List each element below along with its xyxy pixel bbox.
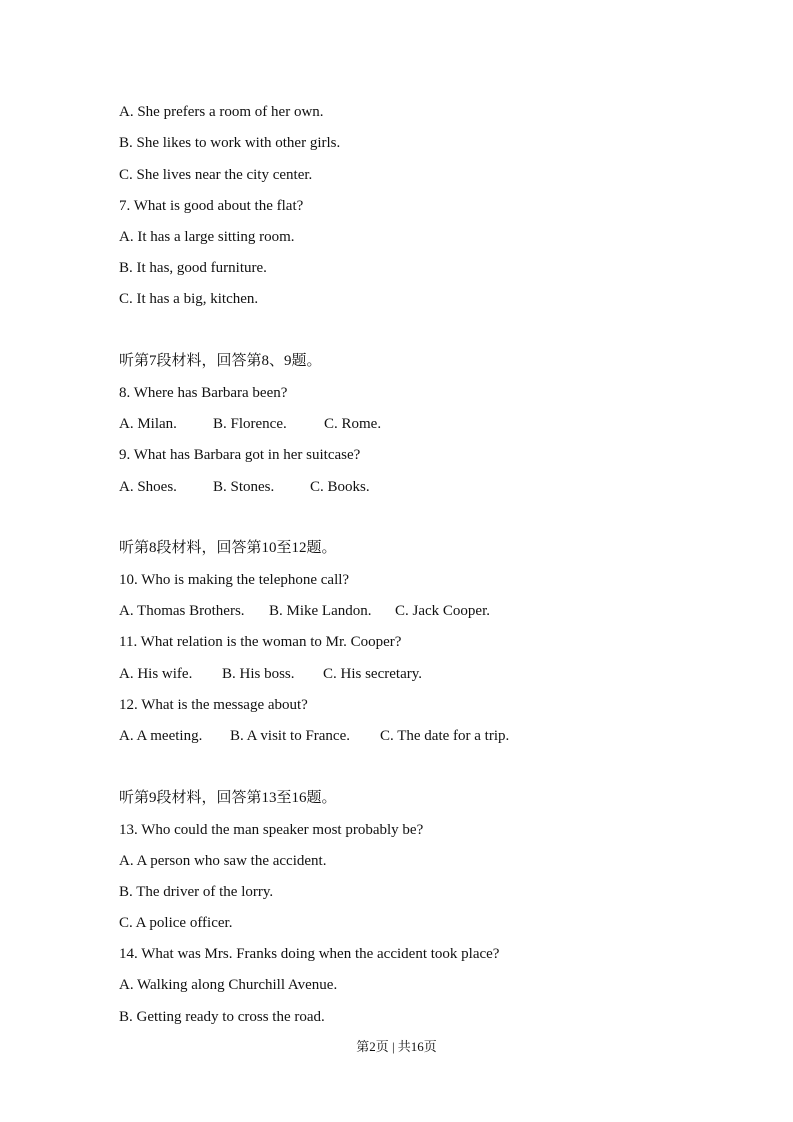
q8-question: 8. Where has Barbara been? [119,385,288,401]
q10-option-c: C. Jack Cooper. [395,603,490,619]
q10-option-b: B. Mike Landon. [269,603,372,619]
q13-option-b: B. The driver of the lorry. [119,884,274,900]
q12-option-b: B. A visit to France. [230,728,350,744]
q6-option-b: B. She likes to work with other girls. [119,135,341,151]
section8-heading: 听第8段材料，回答第10至12题。 [119,540,337,556]
q13-question: 13. Who could the man speaker most probably be? [119,822,424,838]
section7-heading: 听第7段材料，回答第8、9题。 [119,353,322,369]
q9-option-a: A. Shoes. [119,479,177,495]
q10-question: 10. Who is making the telephone call? [119,572,350,588]
q9-question: 9. What has Barbara got in her suitcase? [119,447,361,463]
q7-option-c: C. It has a big, kitchen. [119,291,259,307]
q12-option-c: C. The date for a trip. [380,728,510,744]
q14-question: 14. What was Mrs. Franks doing when the accident took place? [119,946,500,962]
q11-option-c: C. His secretary. [323,666,422,682]
q8-option-c: C. Rome. [324,416,382,432]
q10-options [119,602,490,620]
q9-options [119,478,370,496]
q7-option-b: B. It has, good furniture. [119,260,267,276]
q10-option-a: A. Thomas Brothers. [119,603,245,619]
q9-option-b: B. Stones. [213,479,275,495]
q12-question: 12. What is the message about? [119,697,308,713]
q8-option-a: A. Milan. [119,416,177,432]
q8-option-b: B. Florence. [213,416,287,432]
q9-option-c: C. Books. [310,479,370,495]
q6-option-c: C. She lives near the city center. [119,167,313,183]
q7-option-a: A. It has a large sitting room. [119,229,295,245]
q11-option-a: A. His wife. [119,666,193,682]
q8-options [119,415,381,433]
q13-option-c: C. A police officer. [119,915,233,931]
q11-options [119,665,422,683]
section9-heading: 听第9段材料，回答第13至16题。 [119,790,337,806]
q13-option-a: A. A person who saw the accident. [119,853,327,869]
q14-option-b: B. Getting ready to cross the road. [119,1009,325,1025]
q12-option-a: A. A meeting. [119,728,203,744]
q12-options [119,727,509,745]
q11-option-b: B. His boss. [222,666,295,682]
q14-option-a: A. Walking along Churchill Avenue. [119,977,338,993]
page-footer: 第2页 | 共16页 [356,1039,437,1054]
q7-question: 7. What is good about the flat? [119,198,304,214]
q6-option-a: A. She prefers a room of her own. [119,104,324,120]
q11-question: 11. What relation is the woman to Mr. Cooper? [119,634,402,650]
